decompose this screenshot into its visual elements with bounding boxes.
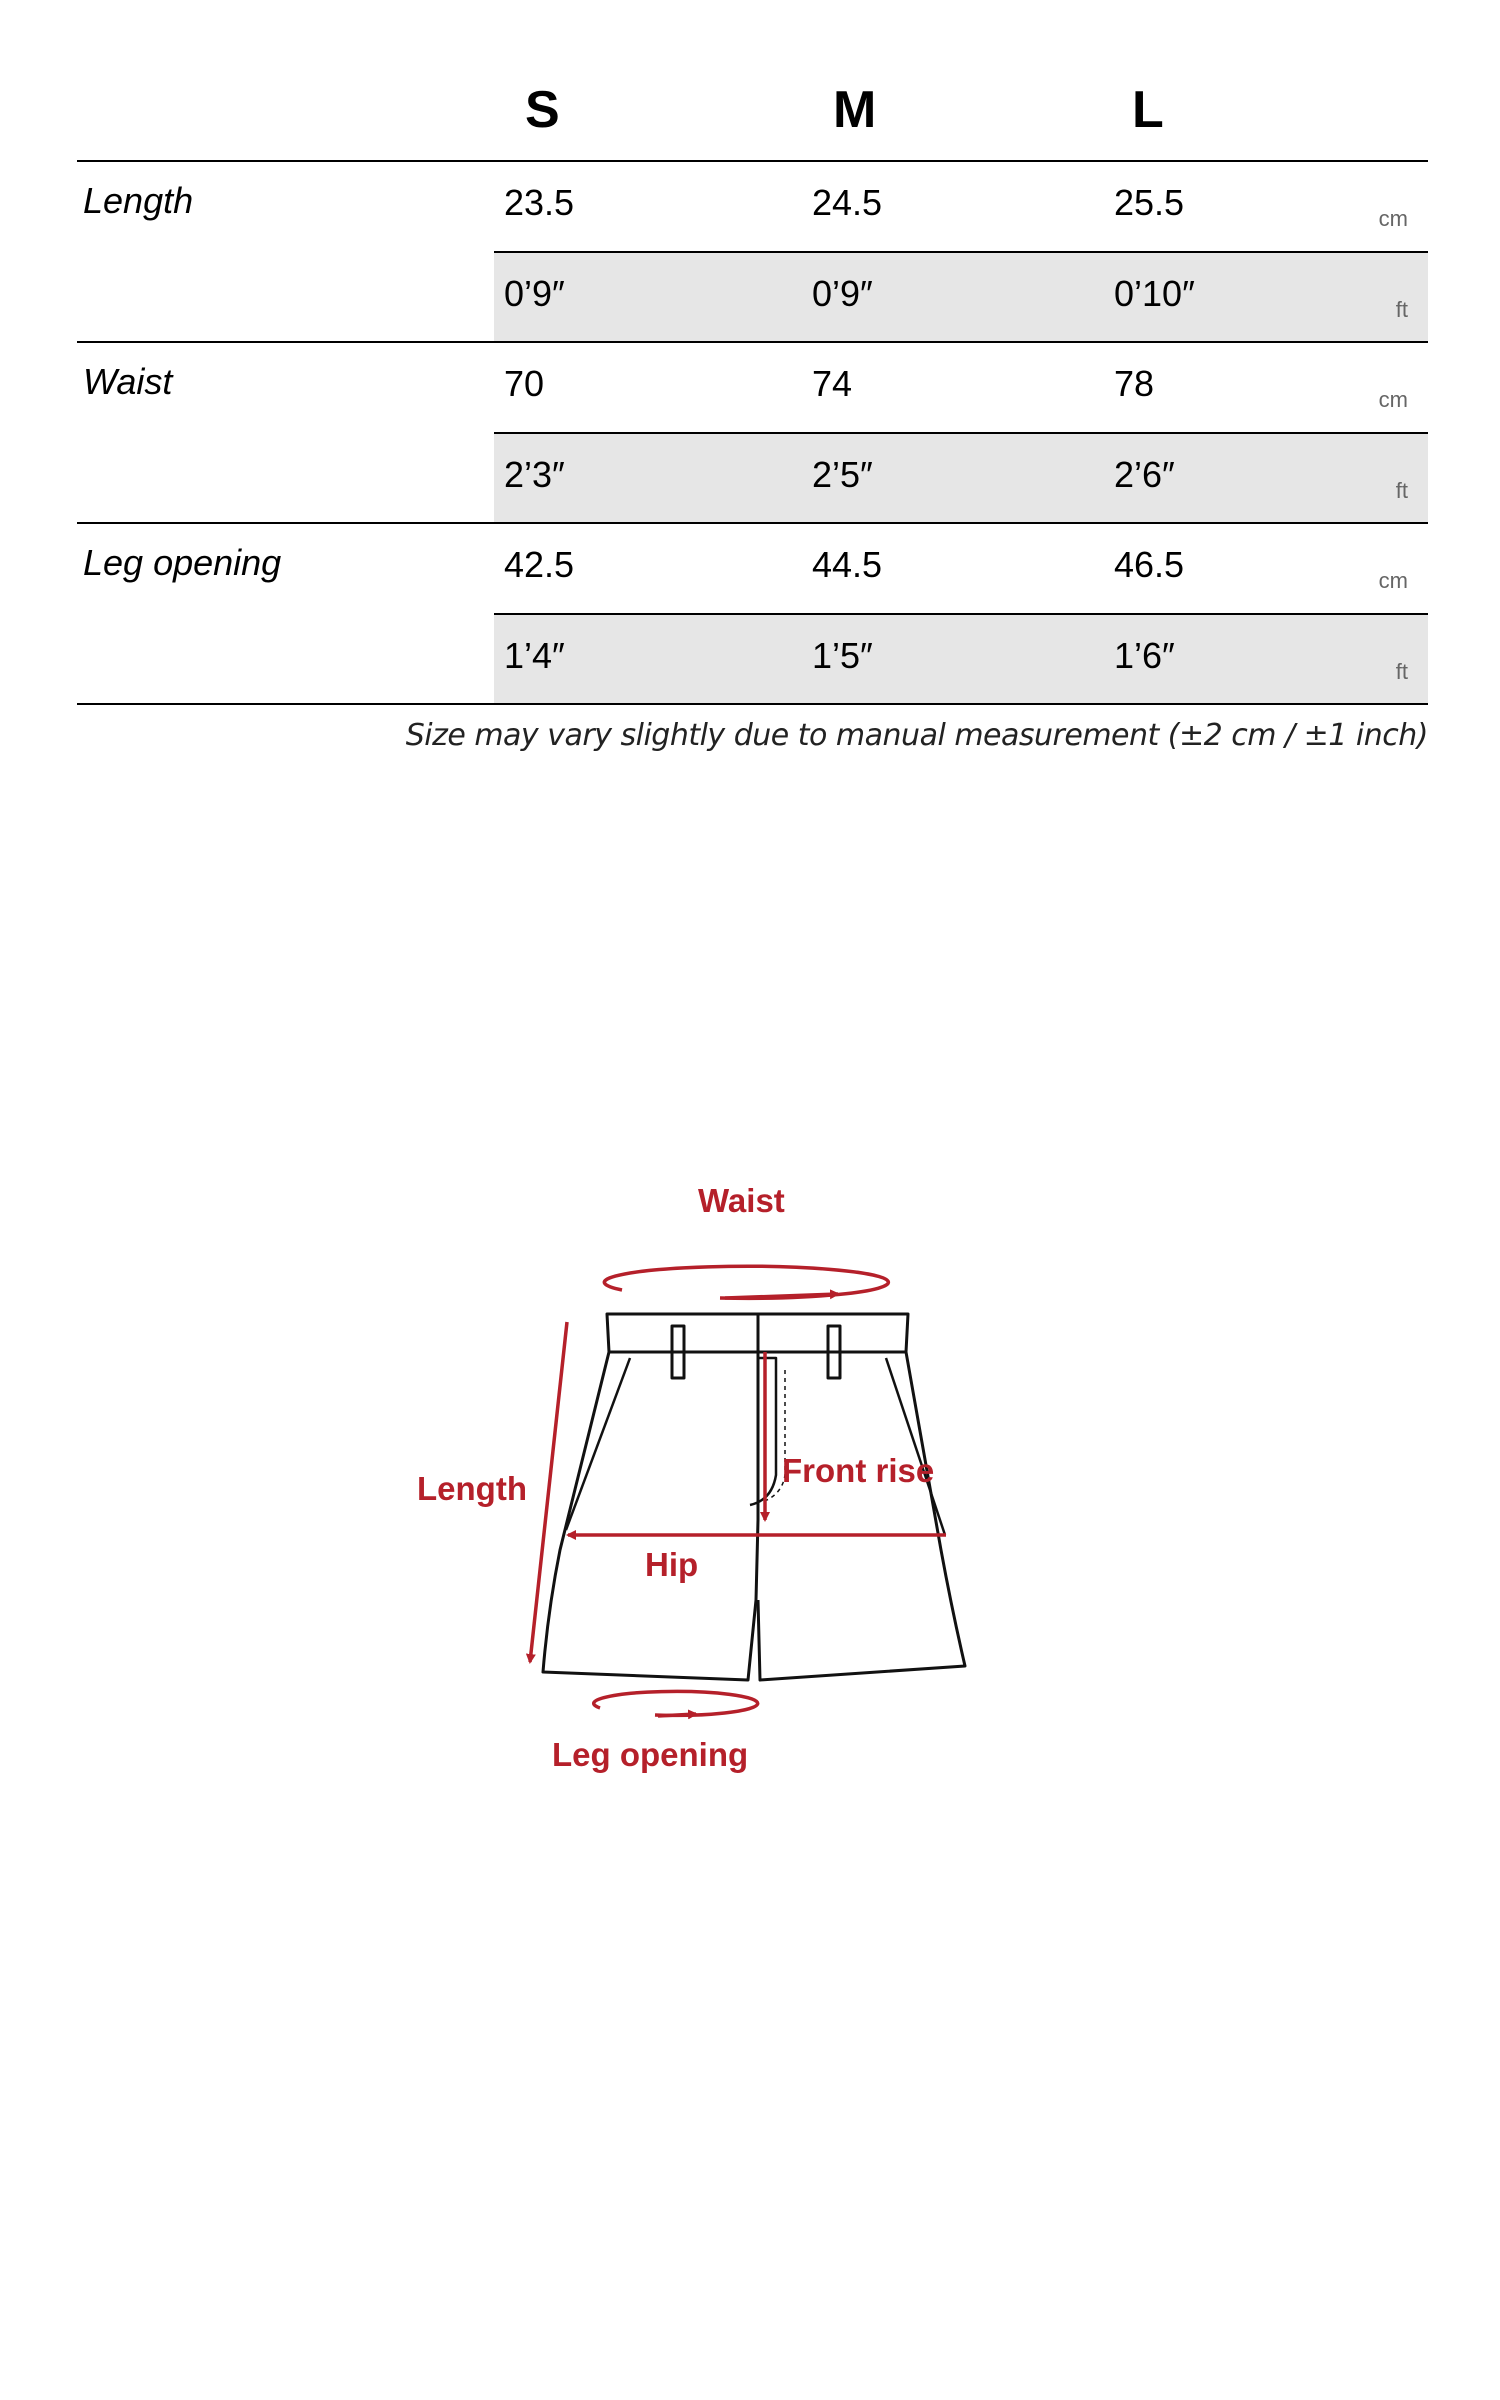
- length-s-ft: 0’9″: [504, 273, 565, 314]
- size-chart-table: [77, 70, 1428, 705]
- length-l-cm: 25.5: [1114, 182, 1185, 223]
- shorts-outline: [543, 1314, 965, 1680]
- waist-m-cm: 74: [812, 363, 853, 404]
- waist-m-ft: 2’5″: [812, 454, 873, 495]
- waist-ellipse: [604, 1266, 888, 1298]
- waist-cm-unit: cm: [1378, 387, 1408, 412]
- leg-opening-l-ft: 1’6″: [1114, 635, 1175, 676]
- leg-opening-m-ft: 1’5″: [812, 635, 873, 676]
- leg-opening-s-cm: 42.5: [504, 544, 575, 585]
- leg-opening-arrow: [658, 1714, 696, 1716]
- hip-diagram-label: Hip: [645, 1546, 699, 1583]
- waist-ft-unit: ft: [1395, 478, 1408, 503]
- waist-ft-row: [494, 434, 1428, 522]
- length-l-ft: 0’10″: [1114, 273, 1195, 314]
- length-group: [77, 162, 1428, 343]
- leg-opening-diagram-label: Leg opening: [552, 1736, 749, 1773]
- leg-opening-ellipse: [594, 1691, 758, 1715]
- leg-opening-group: [77, 524, 1428, 705]
- leg-opening-l-cm: 46.5: [1114, 544, 1185, 585]
- size-m-header: M: [833, 81, 877, 139]
- length-label: Length: [83, 180, 194, 221]
- length-diagram-label: Length: [417, 1470, 527, 1507]
- length-cm-unit: cm: [1378, 206, 1408, 231]
- waist-label: Waist: [83, 361, 173, 402]
- leg-opening-cm-unit: cm: [1378, 568, 1408, 593]
- waist-group: [77, 343, 1428, 524]
- waist-s-cm: 70: [504, 363, 545, 404]
- waist-cm-row: [494, 343, 1428, 434]
- leg-opening-cm-row: [494, 524, 1428, 615]
- length-ft-unit: ft: [1395, 297, 1408, 322]
- waist-l-ft: 2’6″: [1114, 454, 1175, 495]
- front-rise-diagram-label: Front rise: [782, 1452, 935, 1489]
- size-s-header: S: [525, 81, 560, 139]
- waist-s-ft: 2’3″: [504, 454, 565, 495]
- shorts-diagram: [400, 1182, 1000, 1810]
- size-header-row: [77, 70, 1428, 162]
- length-m-cm: 24.5: [812, 182, 883, 223]
- leg-opening-label: Leg opening: [83, 542, 282, 583]
- length-s-cm: 23.5: [504, 182, 575, 223]
- leg-opening-ft-row: [494, 615, 1428, 703]
- leg-opening-m-cm: 44.5: [812, 544, 883, 585]
- leg-opening-s-ft: 1’4″: [504, 635, 565, 676]
- waist-l-cm: 78: [1114, 363, 1155, 404]
- measurement-note: Size may vary slightly due to manual measurement (±2 cm / ±1 inch): [405, 718, 1428, 753]
- size-l-header: L: [1132, 81, 1164, 139]
- length-ft-row: [494, 253, 1428, 341]
- waist-diagram-label: Waist: [698, 1182, 785, 1219]
- length-cm-row: [494, 162, 1428, 253]
- length-m-ft: 0’9″: [812, 273, 873, 314]
- leg-opening-ft-unit: ft: [1395, 659, 1408, 684]
